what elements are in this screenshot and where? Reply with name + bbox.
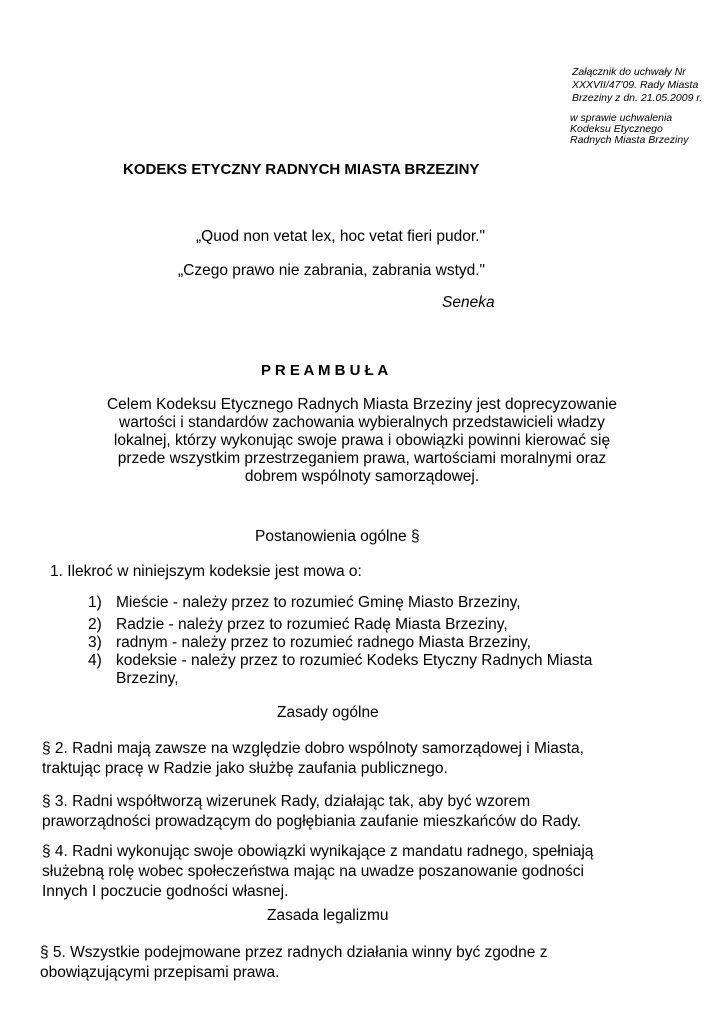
list-item-text: radnym - należy przez to rozumieć radnego Miasta Brzeziny,	[116, 634, 531, 651]
subject-note-line: w sprawie uchwalenia	[570, 112, 673, 124]
general-rules-heading: Zasady ogólne	[277, 704, 379, 721]
paragraph-line: traktując pracę w Radzie jako służbę zaufania publicznego.	[42, 760, 448, 777]
paragraph-line: § 5. Wszystkie podejmowane przez radnych działania winny być zgodne z	[40, 944, 548, 961]
list-item-text: Radzie - należy przez to rozumieć Radę Miasta Brzeziny,	[116, 616, 508, 633]
motto-polish: „Czego prawo nie zabrania, zabrania wstyd."	[178, 262, 486, 279]
paragraph-5	[40, 943, 547, 983]
subject-note-line: Radnych Miasta Brzeziny	[570, 134, 689, 146]
subject-note	[570, 113, 688, 146]
attachment-note	[572, 66, 702, 105]
list-item-text: Mieście - należy przez to rozumieć Gminę Miasto Brzeziny,	[116, 594, 521, 611]
paragraph-3	[42, 792, 581, 832]
paragraph-line: praworządności prowadzącym do pogłębiania zaufanie mieszkańców do Rady.	[42, 813, 582, 830]
definitions-list	[88, 594, 592, 688]
list-item-text-continued: Brzeziny,	[116, 670, 179, 687]
legality-heading: Zasada legalizmu	[267, 907, 389, 924]
attachment-note-line: XXXVII/47'09. Rady Miasta	[572, 79, 699, 91]
motto-latin: „Quod non vetat lex, hoc vetat fieri pudor."	[196, 228, 485, 245]
definitions-intro: 1. Ilekroć w niniejszym kodeksie jest mowa o:	[50, 563, 362, 580]
list-item-number: 2)	[88, 616, 102, 633]
general-provisions-heading: Postanowienia ogólne §	[255, 528, 420, 545]
subject-note-line: Kodeksu Etycznego	[570, 123, 663, 135]
list-item	[88, 652, 592, 688]
paragraph-line: służebną rolę wobec społeczeństwa mając na uwadze poszanowanie godności	[42, 863, 584, 880]
list-item	[88, 594, 592, 612]
document-title: KODEKS ETYCZNY RADNYCH MIASTA BRZEZINY	[123, 161, 480, 178]
attachment-note-line: Brzeziny z dn. 21.05.2009 r.	[572, 92, 703, 104]
motto-author: Seneka	[442, 294, 495, 311]
list-item-number: 4)	[88, 652, 102, 669]
preamble-text: Celem Kodeksu Etycznego Radnych Miasta Brzeziny jest doprecyzowanie wartości i standardów zachowania wybieralnych przedstawicieli władzy lokalnej, którzy wykonując swoje prawa i obowiązki powinni kierować się przede wszystkim przestrzeganiem prawa, wartościami moralnymi oraz dobrem wspólnoty samorządowej.	[106, 396, 618, 485]
paragraph-4	[42, 842, 593, 902]
list-item	[88, 616, 592, 634]
paragraph-line: obowiązującymi przepisami prawa.	[40, 964, 280, 981]
list-item-number: 1)	[88, 594, 102, 611]
paragraph-line: § 2. Radni mają zawsze na względzie dobro wspólnoty samorządowej i Miasta,	[42, 740, 584, 757]
attachment-note-line: Załącznik do uchwały Nr	[572, 66, 686, 78]
list-item-number: 3)	[88, 634, 102, 651]
list-item	[88, 634, 592, 652]
paragraph-2	[42, 739, 584, 779]
paragraph-line: § 4. Radni wykonując swoje obowiązki wynikające z mandatu radnego, spełniają	[42, 843, 594, 860]
list-item-text: kodeksie - należy przez to rozumieć Kodeks Etyczny Radnych Miasta	[116, 652, 593, 669]
paragraph-line: § 3. Radni współtworzą wizerunek Rady, działając tak, aby być wzorem	[42, 793, 531, 810]
paragraph-line: Innych I poczucie godności własnej.	[42, 883, 289, 900]
preamble-heading: P R E A M B U Ł A	[261, 362, 389, 379]
